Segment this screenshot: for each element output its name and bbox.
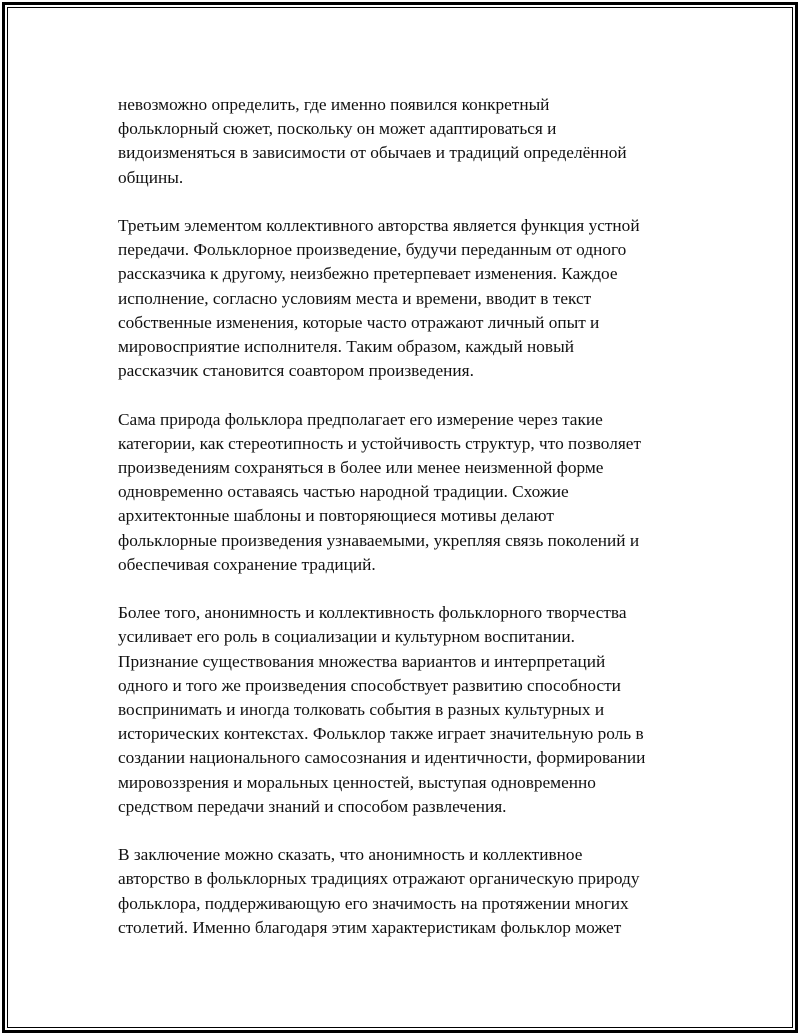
paragraph-3: [118, 408, 690, 577]
text-line: одного и того же произведения способствует развитию способности: [118, 675, 621, 695]
paragraph-2: [118, 214, 690, 383]
text-line: передачи. Фольклорное произведение, будучи переданным от одного: [118, 240, 627, 260]
text-line: Третьим элементом коллективного авторства является функция устной: [118, 216, 640, 235]
text-line: создании национального самосознания и идентичности, формировании: [118, 748, 646, 768]
text-line: столетий. Именно благодаря этим характеристикам фольклор может: [118, 917, 622, 937]
text-line: произведениям сохраняться в более или менее неизменной форме: [118, 458, 604, 478]
text-line: обеспечивая сохранение традиций.: [118, 554, 376, 574]
text-line: Признание существования множества вариантов и интерпретаций: [118, 651, 606, 671]
text-line: исторических контекстах. Фольклор также играет значительную роль в: [118, 724, 644, 744]
text-line: невозможно определить, где именно появился конкретный: [118, 95, 550, 114]
text-line: В заключение можно сказать, что анонимность и коллективное: [118, 845, 583, 865]
text-line: мировосприятие исполнителя. Таким образом, каждый новый: [118, 337, 574, 357]
text-line: Сама природа фольклора предполагает его измерение через такие: [118, 409, 603, 429]
text-line: Более того, анонимность и коллективность фольклорного творчества: [118, 603, 627, 623]
text-line: исполнение, согласно условиям места и времени, вводит в текст: [118, 288, 592, 308]
text-line: фольклорные произведения узнаваемыми, укрепляя связь поколений и: [118, 530, 640, 550]
paragraph-5: [118, 843, 690, 940]
paragraph-4: [118, 601, 690, 819]
text-line: собственные изменения, которые часто отражают личный опыт и: [118, 312, 600, 332]
paragraph-1: [118, 93, 690, 190]
text-line: мировоззрения и моральных ценностей, выступая одновременно: [118, 772, 596, 792]
text-line: рассказчик становится соавтором произведения.: [118, 361, 474, 381]
text-line: категории, как стереотипность и устойчивость структур, что позволяет: [118, 433, 641, 453]
text-line: видоизменяться в зависимости от обычаев и традиций определённой: [118, 143, 627, 163]
document-body: [118, 93, 690, 964]
text-line: рассказчика к другому, неизбежно претерпевает изменения. Каждое: [118, 264, 618, 284]
text-line: воспринимать и иногда толковать события в разных культурных и: [118, 700, 605, 720]
text-line: фольклора, поддерживающую его значимость на протяжении многих: [118, 893, 629, 913]
text-line: усиливает его роль в социализации и культурном воспитании.: [118, 627, 575, 647]
text-line: архитектонные шаблоны и повторяющиеся мотивы делают: [118, 506, 554, 526]
text-line: фольклорный сюжет, поскольку он может адаптироваться и: [118, 119, 557, 139]
text-line: общины.: [118, 167, 184, 187]
text-line: авторство в фольклорных традициях отражают органическую природу: [118, 869, 640, 889]
text-line: одновременно оставаясь частью народной традиции. Схожие: [118, 482, 569, 502]
text-line: средством передачи знаний и способом развлечения.: [118, 796, 507, 816]
